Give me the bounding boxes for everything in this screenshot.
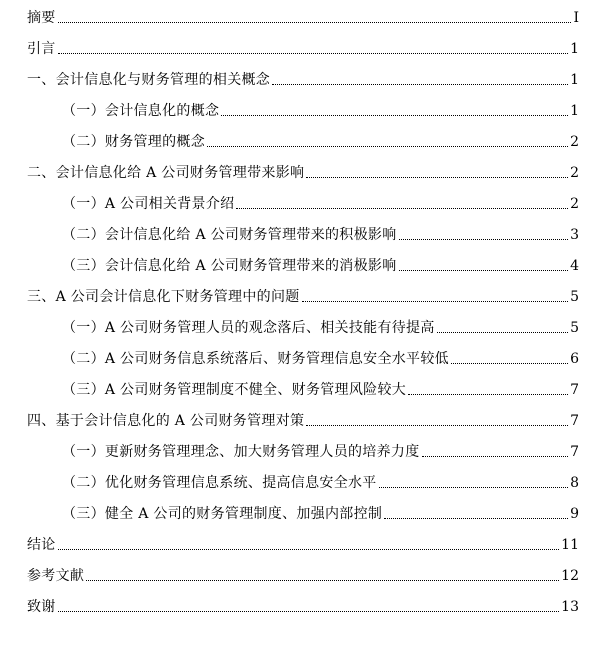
toc-page-number: 13 [561, 599, 579, 615]
toc-title: （二）财务管理的概念 [62, 134, 205, 150]
toc-leader [207, 145, 568, 147]
toc-title: （一）会计信息化的概念 [62, 103, 220, 119]
toc-entry-section-4-3[interactable] [0, 500, 605, 531]
toc-leader [379, 486, 568, 488]
toc-leader [451, 362, 568, 364]
toc-title: （一）A 公司财务管理人员的观念落后、相关技能有待提高 [62, 320, 435, 336]
toc-title: （二）优化财务管理信息系统、提高信息安全水平 [62, 475, 377, 491]
toc-entry-section-3-1[interactable] [0, 314, 605, 345]
toc-page-number: 2 [570, 165, 579, 181]
toc-leader [306, 424, 568, 426]
toc-entry-chapter-2[interactable] [0, 159, 605, 190]
toc-entry-section-2-3[interactable] [0, 252, 605, 283]
toc-title: （二）会计信息化给 A 公司财务管理带来的积极影响 [62, 227, 397, 243]
toc-title: （三）健全 A 公司的财务管理制度、加强内部控制 [62, 506, 383, 522]
toc-entry-section-2-1[interactable] [0, 190, 605, 221]
toc-page-number: 9 [570, 506, 579, 522]
toc-entry-abstract[interactable] [0, 4, 605, 35]
toc-title: 引言 [27, 41, 56, 57]
toc-title: 四、基于会计信息化的 A 公司财务管理对策 [27, 413, 305, 429]
toc-leader [58, 21, 572, 23]
toc-title: 一、会计信息化与财务管理的相关概念 [27, 72, 271, 88]
toc-leader [384, 517, 568, 519]
toc-page-number: 7 [570, 444, 579, 460]
toc-title: 致谢 [27, 599, 56, 615]
toc-leader [236, 207, 568, 209]
toc-title: （二）A 公司财务信息系统落后、财务管理信息安全水平较低 [62, 351, 449, 367]
toc-title: （一）A 公司相关背景介绍 [62, 196, 235, 212]
toc-entry-section-1-1[interactable] [0, 97, 605, 128]
toc-entry-chapter-1[interactable] [0, 66, 605, 97]
toc-page-number: 7 [570, 382, 579, 398]
toc-leader [306, 176, 568, 178]
toc-title: 二、会计信息化给 A 公司财务管理带来影响 [27, 165, 305, 181]
toc-page-number: 12 [561, 568, 579, 584]
toc-page-number: 5 [570, 320, 579, 336]
toc-entry-chapter-4[interactable] [0, 407, 605, 438]
toc-title: 参考文献 [27, 568, 85, 584]
toc-title: 摘要 [27, 10, 56, 26]
toc-leader [302, 300, 569, 302]
toc-entry-section-3-3[interactable] [0, 376, 605, 407]
toc-page-number: 1 [570, 41, 579, 57]
toc-page-number: I [573, 10, 579, 26]
toc-title: （三）A 公司财务管理制度不健全、财务管理风险较大 [62, 382, 407, 398]
toc-entry-section-4-1[interactable] [0, 438, 605, 469]
toc-leader [408, 393, 568, 395]
toc-page-number: 7 [570, 413, 579, 429]
toc-entry-section-3-2[interactable] [0, 345, 605, 376]
toc-leader [58, 548, 560, 550]
toc-page-number: 8 [570, 475, 579, 491]
toc-leader [437, 331, 568, 333]
toc-page-number: 2 [570, 196, 579, 212]
toc-entry-section-1-2[interactable] [0, 128, 605, 159]
toc-leader [399, 238, 569, 240]
toc-entry-conclusion[interactable] [0, 531, 605, 562]
toc-entry-chapter-3[interactable] [0, 283, 605, 314]
toc-title: （一）更新财务管理理念、加大财务管理人员的培养力度 [62, 444, 420, 460]
toc-entry-acknowledgements[interactable] [0, 593, 605, 624]
toc-page-number: 6 [570, 351, 579, 367]
toc-leader [422, 455, 569, 457]
toc-title: （三）会计信息化给 A 公司财务管理带来的消极影响 [62, 258, 397, 274]
toc-leader [58, 610, 560, 612]
toc-entry-section-4-2[interactable] [0, 469, 605, 500]
toc-page-number: 4 [570, 258, 579, 274]
toc-leader [272, 83, 568, 85]
toc-entry-introduction[interactable] [0, 35, 605, 66]
toc-entry-references[interactable] [0, 562, 605, 593]
toc-page-number: 5 [570, 289, 579, 305]
toc-title: 结论 [27, 537, 56, 553]
toc-leader [399, 269, 569, 271]
toc-leader [86, 579, 559, 581]
toc-page-number: 1 [570, 103, 579, 119]
toc-page-number: 1 [570, 72, 579, 88]
toc-leader [58, 52, 568, 54]
toc-leader [221, 114, 568, 116]
toc-entry-section-2-2[interactable] [0, 221, 605, 252]
toc-page-number: 2 [570, 134, 579, 150]
toc-title: 三、A 公司会计信息化下财务管理中的问题 [27, 289, 300, 305]
toc-page-number: 3 [570, 227, 579, 243]
toc-page-number: 11 [561, 537, 579, 553]
